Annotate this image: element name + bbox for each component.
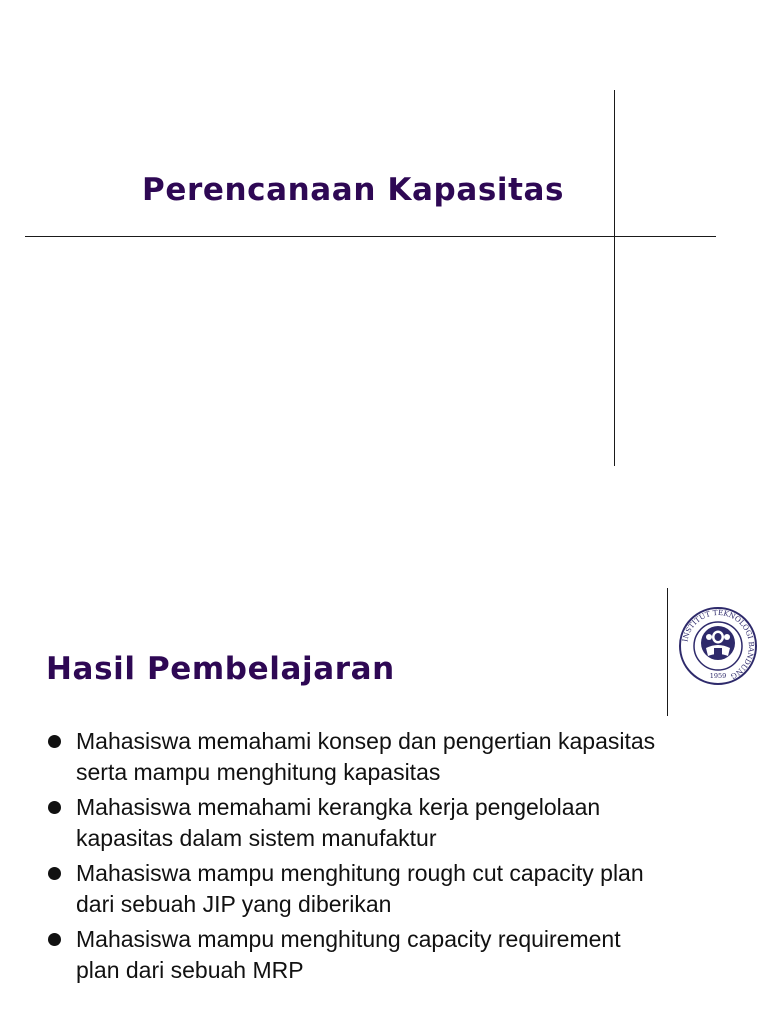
logo-ring-text: INSTITUT TEKNOLOGI BANDUNG bbox=[680, 607, 757, 681]
bullet-item bbox=[42, 792, 742, 854]
slide-2 bbox=[0, 512, 768, 1024]
bullet-dot bbox=[48, 867, 61, 880]
bullet-item bbox=[42, 858, 742, 920]
slide1-title: Perencanaan Kapasitas bbox=[142, 172, 565, 208]
bullet-text: Mahasiswa mampu menghitung capacity requirement bbox=[76, 926, 621, 952]
bullet-text: Mahasiswa mampu menghitung rough cut capacity plan bbox=[76, 860, 644, 886]
slide2-vertical-rule bbox=[667, 588, 668, 716]
slide1-horizontal-rule bbox=[25, 236, 716, 237]
logo-year: 1959 bbox=[709, 672, 727, 680]
slide1-vertical-rule bbox=[614, 90, 615, 466]
bullet-text: plan dari sebuah MRP bbox=[76, 957, 304, 983]
bullet-item bbox=[42, 726, 742, 788]
bullet-dot bbox=[48, 933, 61, 946]
bullet-text: Mahasiswa memahami kerangka kerja pengelolaan bbox=[76, 794, 601, 820]
bullet-text: serta mampu menghitung kapasitas bbox=[76, 759, 441, 785]
learning-outcomes-list bbox=[42, 726, 742, 990]
bullet-item bbox=[42, 924, 742, 986]
bullet-text: Mahasiswa memahami konsep dan pengertian kapasitas bbox=[76, 728, 656, 754]
bullet-text: dari sebuah JIP yang diberikan bbox=[76, 891, 392, 917]
bullet-dot bbox=[48, 735, 61, 748]
logo-emblem bbox=[701, 626, 735, 660]
itb-logo bbox=[678, 606, 758, 686]
slide2-title: Hasil Pembelajaran bbox=[46, 651, 395, 687]
bullet-dot bbox=[48, 801, 61, 814]
bullet-text: kapasitas dalam sistem manufaktur bbox=[76, 825, 437, 851]
